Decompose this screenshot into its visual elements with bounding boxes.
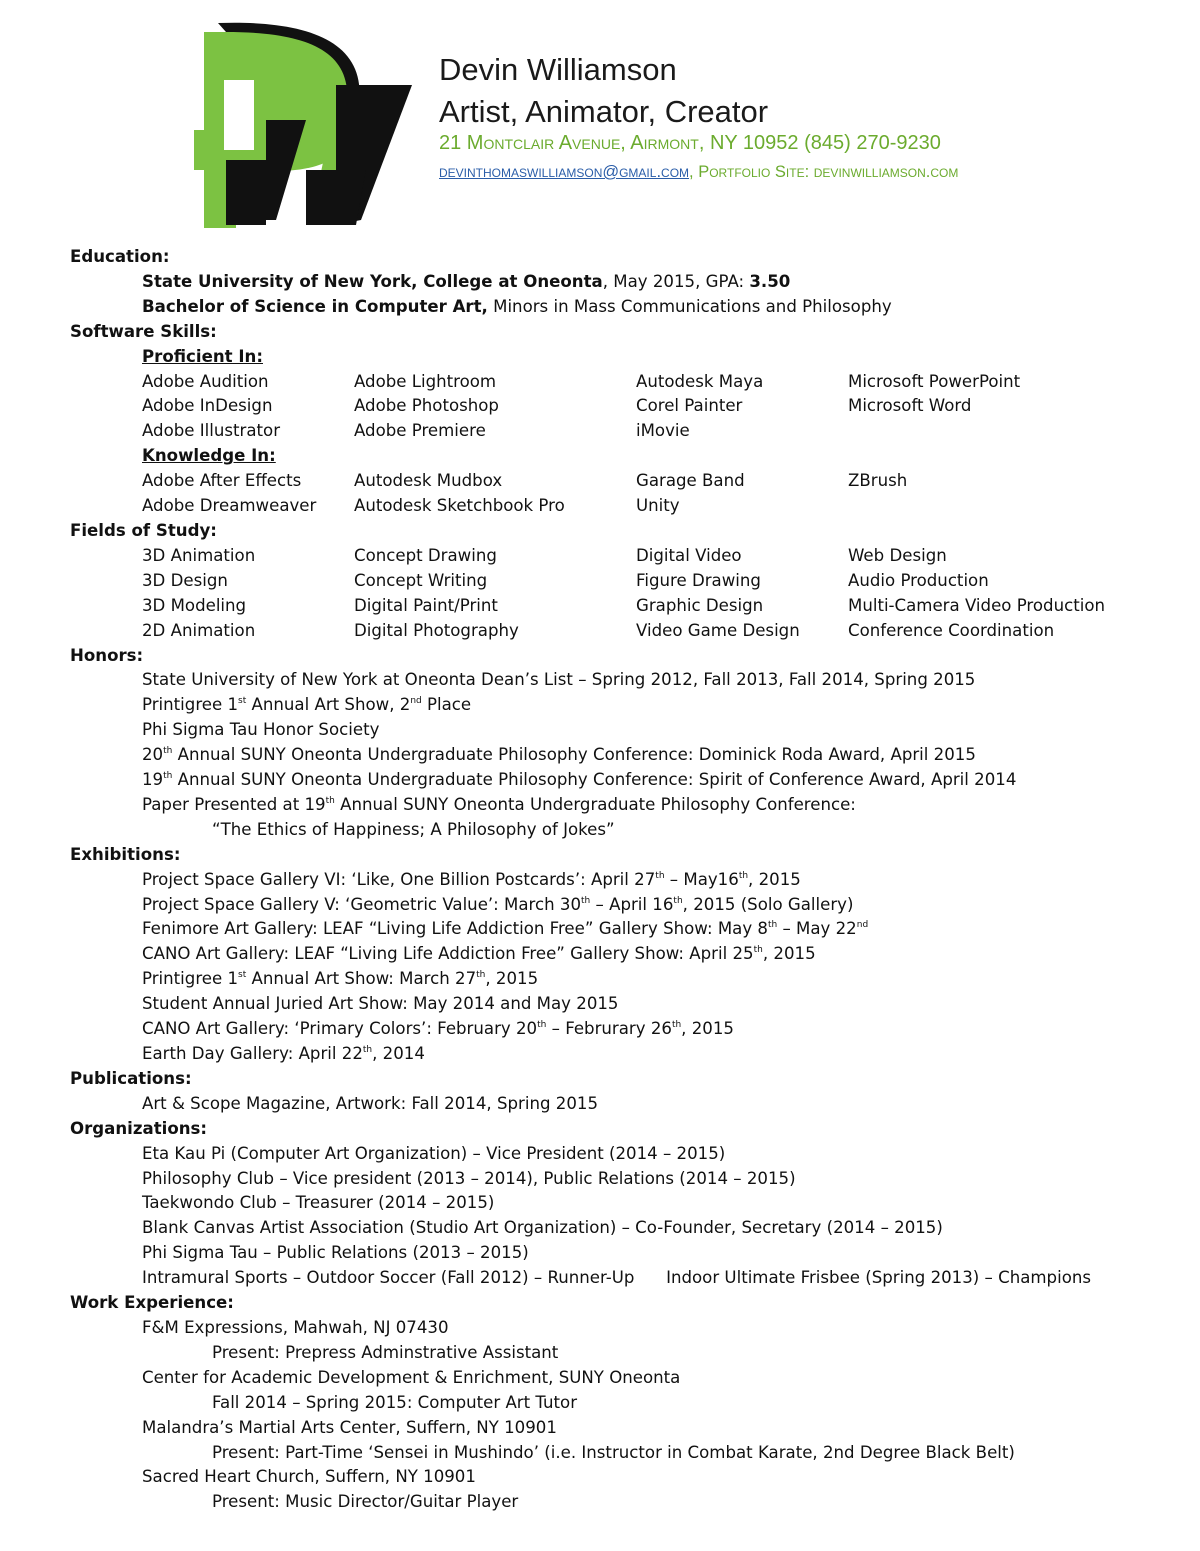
honor-item	[70, 668, 1180, 693]
skill-row	[70, 494, 1180, 519]
grid-cell: Microsoft Word	[848, 396, 972, 416]
honor-item	[70, 768, 1180, 793]
field-row	[70, 569, 1180, 594]
grid-cell: Multi-Camera Video Production	[848, 595, 1105, 615]
grid-cell: Adobe Dreamweaver	[142, 496, 317, 516]
grid-cell: iMovie	[636, 421, 690, 441]
exhibition-item	[70, 893, 1180, 918]
ordinal-suffix: th	[325, 795, 335, 806]
honors-heading: Honors:	[70, 645, 144, 665]
ordinal-suffix: th	[673, 895, 683, 906]
grid-cell: 3D Animation	[142, 545, 256, 565]
grid-cell: ZBrush	[848, 471, 908, 491]
text-run: – May16	[664, 869, 739, 889]
organization-item: Eta Kau Pi (Computer Art Organization) – Vice President (2014 – 2015)	[142, 1143, 726, 1163]
exhibition-item	[70, 1017, 1180, 1042]
grid-cell: Concept Writing	[354, 570, 488, 590]
grid-cell: Concept Drawing	[354, 545, 497, 565]
resume-body	[70, 245, 1180, 1515]
grid-cell: Microsoft PowerPoint	[848, 371, 1021, 391]
publications-list	[70, 1092, 1180, 1117]
text-run: Earth Day Gallery: April 22	[142, 1044, 363, 1063]
field-row	[70, 594, 1180, 619]
grid-cell: Web Design	[848, 545, 947, 565]
ordinal-suffix: th	[537, 1020, 547, 1031]
text-run: , 2015	[748, 869, 801, 889]
text-run: – April 16	[590, 894, 674, 914]
organizations-list	[70, 1142, 1180, 1291]
grid-cell	[848, 494, 1138, 519]
logo-white-cuts	[224, 80, 254, 150]
education-degree-line	[70, 295, 1180, 320]
grid-cell: Adobe Audition	[142, 371, 269, 391]
ordinal-suffix: st	[238, 696, 247, 707]
grid-cell: Graphic Design	[636, 595, 764, 615]
knowledge-label: Knowledge In:	[142, 446, 276, 466]
exhibition-item	[70, 868, 1180, 893]
grid-cell: Video Game Design	[636, 620, 800, 640]
grid-cell: Autodesk Maya	[636, 371, 764, 391]
paper-title: “The Ethics of Happiness; A Philosophy of Jokes”	[212, 819, 615, 839]
job-role: Present: Prepress Adminstrative Assistant	[212, 1342, 559, 1362]
grid-cell: Digital Paint/Print	[354, 595, 498, 615]
grid-cell: Autodesk Mudbox	[354, 471, 503, 491]
text-run: Printigree 1	[142, 969, 239, 989]
knowledge-skills-grid	[70, 469, 1180, 519]
text-run: Student Annual Juried Art Show: May 2014 and May 2015	[142, 994, 619, 1014]
text-run: Annual Art Show, 2	[246, 695, 411, 715]
job-role: Fall 2014 – Spring 2015: Computer Art Tutor	[212, 1392, 578, 1412]
exhibition-item	[70, 917, 1180, 942]
grid-cell: Adobe Illustrator	[142, 421, 281, 441]
ordinal-suffix: th	[581, 895, 591, 906]
grid-cell: Unity	[636, 496, 680, 516]
grid-cell: Corel Painter	[636, 396, 743, 416]
job-employer: Sacred Heart Church, Suffern, NY 10901	[142, 1467, 476, 1487]
exhibitions-heading: Exhibitions:	[70, 844, 181, 864]
text-run: , 2015 (Solo Gallery)	[682, 894, 854, 914]
organization-item: Philosophy Club – Vice president (2013 – 2014), Public Relations (2014 – 2015)	[142, 1168, 796, 1188]
text-run: , 2015	[681, 1019, 734, 1039]
ordinal-suffix: th	[767, 920, 778, 931]
publication-item: Art & Scope Magazine, Artwork: Fall 2014, Spring 2015	[142, 1093, 598, 1113]
grid-cell: Adobe Photoshop	[354, 396, 499, 416]
ordinal-suffix: th	[163, 746, 173, 757]
ordinal-suffix: nd	[410, 696, 422, 707]
job-role: Present: Part-Time ‘Sensei in Mushindo’ (i.e. Instructor in Combat Karate, 2nd Degree Black Belt)	[212, 1442, 1015, 1462]
text-run: Annual SUNY Oneonta Undergraduate Philosophy Conference: Spirit of Conference Award, April 2014	[172, 770, 1017, 790]
ordinal-suffix: th	[476, 970, 486, 981]
text-run: , 2015	[762, 944, 816, 964]
fields-of-study-grid	[70, 544, 1180, 644]
grid-cell: Adobe Premiere	[354, 421, 486, 441]
skill-row	[70, 469, 1180, 494]
grid-cell: Audio Production	[848, 570, 989, 590]
grid-cell: Autodesk Sketchbook Pro	[354, 496, 565, 516]
organizations-heading: Organizations:	[70, 1118, 208, 1138]
text-run: – Februrary 26	[546, 1019, 672, 1039]
exhibition-item	[70, 1042, 1180, 1067]
skill-row	[70, 370, 1180, 395]
grid-cell: Digital Photography	[354, 620, 519, 640]
text-run: State University of New York at Oneonta Dean’s List – Spring 2012, Fall 2013, Fall 2014, Spring 2015	[142, 670, 976, 690]
email-link[interactable]: devinthomaswilliamson@gmail.com	[439, 163, 690, 181]
grid-cell: Adobe InDesign	[142, 396, 273, 416]
ordinal-suffix: th	[362, 1045, 373, 1055]
exhibitions-list	[70, 868, 1180, 1067]
text-run: Annual Art Show: March 27	[246, 969, 477, 989]
gpa-value: 3.50	[749, 271, 791, 291]
skill-row	[70, 419, 1180, 444]
job-employer: F&M Expressions, Mahwah, NJ 07430	[142, 1317, 449, 1337]
publications-heading: Publications:	[70, 1068, 192, 1088]
job-role: Present: Music Director/Guitar Player	[212, 1492, 519, 1512]
grid-cell: Digital Video	[636, 545, 742, 565]
portfolio-label: , Portfolio Site:	[689, 163, 814, 181]
text-run: Place	[421, 695, 472, 715]
text-run: Printigree 1	[142, 695, 239, 715]
grid-cell	[848, 419, 1138, 444]
text-run: Project Space Gallery VI: ‘Like, One Billion Postcards’: April 27	[142, 869, 656, 889]
grid-cell: 3D Design	[142, 570, 228, 590]
honor-item	[70, 793, 1180, 818]
text-run: Fenimore Art Gallery: LEAF “Living Life Addiction Free” Gallery Show: May 8	[142, 919, 768, 939]
grid-cell: Figure Drawing	[636, 570, 761, 590]
header-title: Artist, Animator, Creator	[439, 94, 769, 129]
text-run: Annual SUNY Oneonta Undergraduate Philosophy Conference:	[334, 794, 856, 814]
honor-item	[70, 743, 1180, 768]
ordinal-suffix: st	[238, 970, 247, 981]
job-employer: Malandra’s Martial Arts Center, Suffern, NY 10901	[142, 1417, 557, 1437]
school-details: , May 2015, GPA:	[602, 271, 750, 291]
grid-cell: Adobe After Effects	[142, 471, 302, 491]
skill-row	[70, 394, 1180, 419]
honors-list	[70, 668, 1180, 817]
degree-name: Bachelor of Science in Computer Art,	[142, 296, 488, 316]
proficient-skills-grid	[70, 370, 1180, 445]
ordinal-suffix: th	[163, 771, 173, 782]
work-experience-list	[70, 1316, 1180, 1515]
fields-heading: Fields of Study:	[70, 520, 217, 540]
ordinal-suffix: nd	[856, 920, 869, 931]
text-run: Annual SUNY Oneonta Undergraduate Philosophy Conference: Dominick Roda Award, April 2015	[172, 745, 976, 765]
text-run: Phi Sigma Tau Honor Society	[142, 720, 380, 740]
text-run: , 2014	[372, 1044, 425, 1063]
organization-item: Blank Canvas Artist Association (Studio Art Organization) – Co-Founder, Secretary (2014 – 2015)	[142, 1218, 943, 1238]
field-row	[70, 619, 1180, 644]
proficient-label-line	[70, 345, 1180, 370]
text-run: 20	[142, 745, 164, 765]
grid-cell: Garage Band	[636, 471, 745, 491]
header-name: Devin Williamson	[439, 52, 677, 87]
text-run: 19	[142, 770, 164, 790]
honor-item	[70, 693, 1180, 718]
job-employer: Center for Academic Development & Enrichment, SUNY Oneonta	[142, 1367, 681, 1387]
exhibition-item	[70, 942, 1180, 967]
organization-item: Taekwondo Club – Treasurer (2014 – 2015)	[142, 1193, 495, 1213]
text-run: Paper Presented at 19	[142, 794, 326, 814]
grid-cell: 3D Modeling	[142, 595, 247, 615]
grid-cell: Conference Coordination	[848, 620, 1055, 640]
text-run: CANO Art Gallery: LEAF “Living Life Addiction Free” Gallery Show: April 25	[142, 944, 754, 964]
text-run: – May 22	[777, 919, 857, 939]
proficient-label: Proficient In:	[142, 346, 263, 366]
text-run: , 2015	[485, 969, 539, 989]
organization-item: Phi Sigma Tau – Public Relations (2013 – 2015)	[142, 1243, 529, 1263]
school-name: State University of New York, College at Oneonta	[142, 271, 603, 291]
dw-logo	[186, 20, 416, 232]
header-contact-line	[439, 163, 958, 182]
knowledge-label-line	[70, 444, 1180, 469]
organization-item: Intramural Sports – Outdoor Soccer (Fall 2012) – Runner-Up Indoor Ultimate Frisbee (Spring 2013) – Champions	[142, 1268, 1092, 1288]
grid-cell: Adobe Lightroom	[354, 371, 497, 391]
honor-item	[70, 718, 1180, 743]
text-run: CANO Art Gallery: ‘Primary Colors’: February 20	[142, 1019, 538, 1039]
field-row	[70, 544, 1180, 569]
ordinal-suffix: th	[738, 870, 749, 881]
portfolio-link[interactable]: devinwilliamson.com	[813, 163, 959, 181]
grid-cell: 2D Animation	[142, 620, 256, 640]
work-heading: Work Experience:	[70, 1293, 234, 1313]
ordinal-suffix: th	[753, 945, 763, 956]
ordinal-suffix: th	[655, 870, 665, 881]
education-school-line	[70, 270, 1180, 295]
text-run: Project Space Gallery V: ‘Geometric Value’: March 30	[142, 894, 582, 914]
degree-minors: Minors in Mass Communications and Philosophy	[487, 296, 892, 316]
software-heading: Software Skills:	[70, 321, 217, 341]
exhibition-item	[70, 992, 1180, 1017]
header-address: 21 Montclair Avenue, Airmont, NY 10952 (845) 270-9230	[439, 132, 941, 154]
education-heading: Education:	[70, 247, 170, 266]
exhibition-item	[70, 967, 1180, 992]
ordinal-suffix: th	[671, 1020, 682, 1031]
